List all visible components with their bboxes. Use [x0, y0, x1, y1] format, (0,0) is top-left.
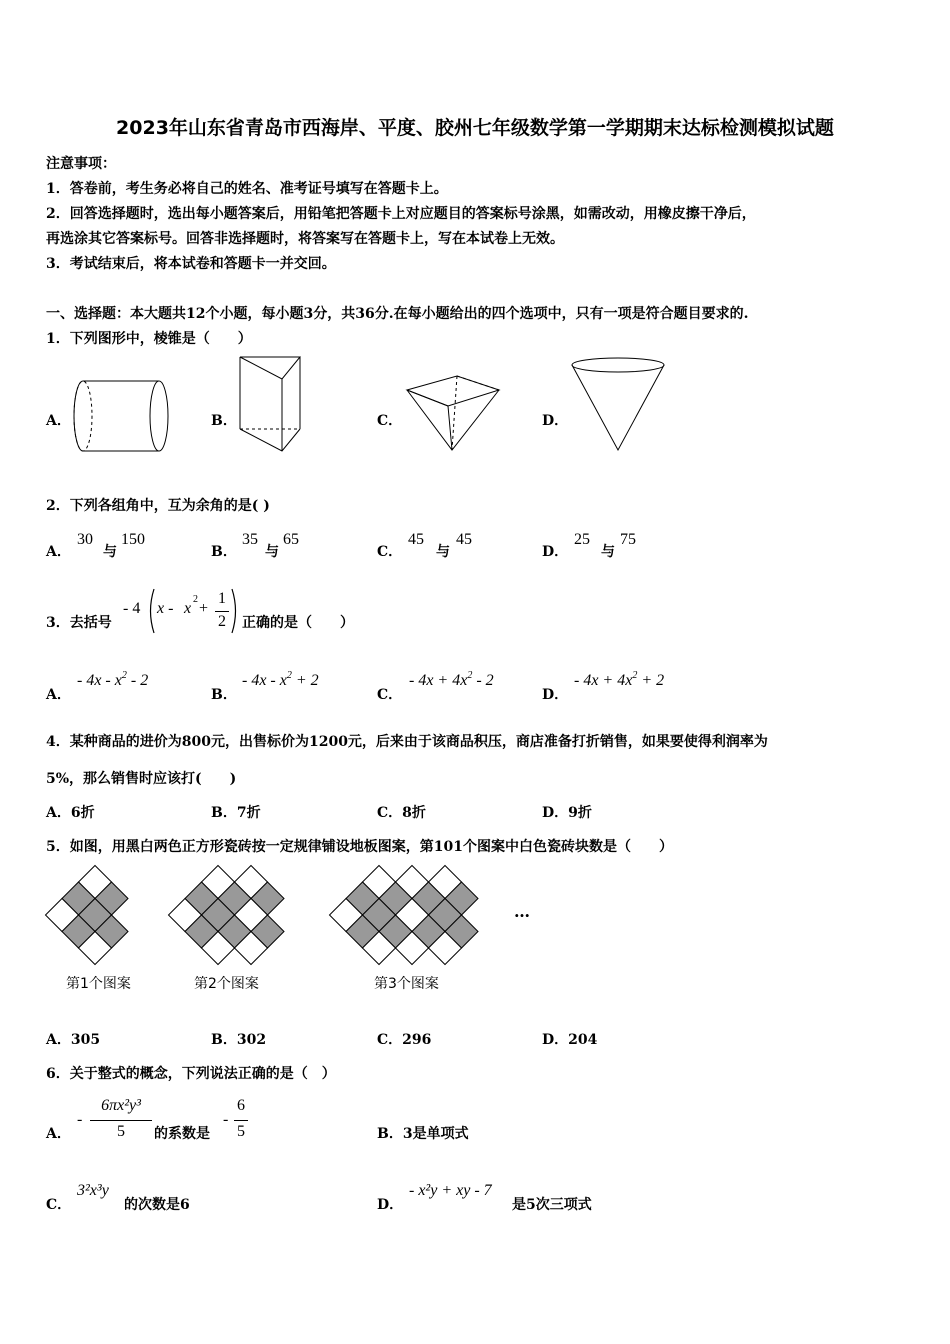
q5-stem: 5．如图，用黑白两色正方形瓷砖按一定规律铺设地板图案，第101个图案中白色瓷砖块数是（ ）: [46, 839, 673, 855]
q4-option: C．8折: [377, 805, 426, 821]
pattern-caption: 第1个图案: [66, 976, 131, 992]
q6-a-coef-num: 6: [237, 1097, 245, 1114]
q3-c-expr: - $4x + 4x^2 - 2$: [409, 670, 494, 689]
section-heading: 一、选择题：本大题共12个小题，每小题3分，共36分.在每小题给出的四个选项中，只有一项是符合题目要求的.: [46, 306, 749, 322]
q2-d-angle1: 25: [574, 531, 590, 548]
q3-tail: 正确的是（ ）: [242, 615, 354, 631]
minus-sign: -: [77, 1111, 83, 1128]
q6-option-b: B．3是单项式: [377, 1126, 469, 1142]
q2-connector: 与: [601, 544, 615, 560]
q2-option-label: B．: [211, 544, 237, 560]
pattern-caption: 第2个图案: [194, 976, 259, 992]
q2-connector: 与: [103, 544, 117, 560]
q3-b-expr: - $4x - x^2 + 2$: [242, 670, 319, 689]
q6-stem: 6．关于整式的概念，下列说法正确的是（ ）: [46, 1066, 336, 1082]
q3-a-expr: - $4x - x^2 - 2$: [77, 670, 149, 689]
notice-item: 2．回答选择题时，选出每小题答案后，用铅笔把答题卡上对应题目的答案标号涂黑，如需改动，用橡皮擦干净后，: [46, 206, 756, 222]
q6-a-mid: 的系数是: [154, 1126, 210, 1142]
q3-inner-x2: x: [184, 600, 192, 617]
q3-option-label: B．: [211, 687, 237, 703]
q6-c-expr: 3²x³y: [77, 1182, 109, 1199]
q2-b-angle1: 35: [242, 531, 258, 548]
q2-connector: 与: [436, 544, 450, 560]
ellipsis: …: [514, 902, 530, 921]
q3-d-expr: - $4x + 4x^2 + 2$: [574, 670, 665, 689]
q3-coef: - 4: [123, 600, 141, 617]
q1-stem: 1．下列图形中，棱锥是（ ）: [46, 331, 252, 347]
notice-heading: 注意事项：: [46, 156, 116, 172]
fraction-bar: [90, 1120, 152, 1121]
q2-stem: 2．下列各组角中，互为余角的是( ): [46, 498, 270, 514]
q6-d-tail: 是5次三项式: [512, 1197, 592, 1213]
q4-line2: 5%，那么销售时应该打( ): [46, 771, 237, 787]
q4-option: A．6折: [46, 805, 95, 821]
q6-c-tail: 的次数是6: [124, 1197, 190, 1213]
q6-d-expr: - x²y + xy - 7: [409, 1182, 492, 1199]
q2-c-angle1: 45: [408, 531, 424, 548]
q2-connector: 与: [265, 544, 279, 560]
q3-frac-den: 2: [218, 613, 226, 630]
q2-option-label: A．: [46, 544, 71, 560]
q5-option: C．296: [377, 1032, 432, 1048]
q3-square: 2: [193, 594, 198, 605]
q3-plus: +: [199, 600, 209, 617]
q6-a-coef-den: 5: [237, 1123, 245, 1140]
q6-option-label: C．: [46, 1197, 72, 1213]
q5-option: A．305: [46, 1032, 101, 1048]
q4-line1: 4．某种商品的进价为800元，出售标价为1200元，后来由于该商品积压，商店准备打折销售，如果要使得利润率为: [46, 734, 768, 750]
q3-option-label: C．: [377, 687, 403, 703]
q6-option-label: A．: [46, 1126, 71, 1142]
q1-option-label: B．: [211, 413, 237, 429]
notice-item: 再选涂其它答案标号。回答非选择题时，将答案写在答题卡上，写在本试卷上无效。: [46, 231, 564, 247]
q2-option-label: D．: [542, 544, 569, 560]
q2-a-angle2: 150: [121, 531, 145, 548]
q2-option-label: C．: [377, 544, 403, 560]
q1-option-label: C．: [377, 413, 403, 429]
q2-b-angle2: 65: [283, 531, 299, 548]
q5-option: B．302: [211, 1032, 267, 1048]
q4-option: D．9折: [542, 805, 592, 821]
q3-stem: 3．去括号: [46, 615, 112, 631]
q1-option-label: D．: [542, 413, 569, 429]
q3-frac-num: 1: [218, 590, 226, 607]
fraction-bar: [234, 1120, 248, 1121]
q3-inner-x: x -: [157, 600, 174, 617]
q4-option: B．7折: [211, 805, 261, 821]
page-title: 2023年山东省青岛市西海岸、平度、胶州七年级数学第一学期期末达标检测模拟试题: [116, 117, 834, 139]
pattern-caption: 第3个图案: [374, 976, 439, 992]
q5-option: D．204: [542, 1032, 598, 1048]
q3-option-label: A．: [46, 687, 71, 703]
q6-option-label: D．: [377, 1197, 404, 1213]
notice-item: 3．考试结束后，将本试卷和答题卡一并交回。: [46, 256, 336, 272]
q1-option-label: A．: [46, 413, 71, 429]
q6-a-numerator: 6πx²y³: [101, 1097, 141, 1114]
q2-d-angle2: 75: [620, 531, 636, 548]
q6-a-denominator: 5: [117, 1123, 125, 1140]
minus-sign: -: [223, 1111, 229, 1128]
q2-c-angle2: 45: [456, 531, 472, 548]
q3-option-label: D．: [542, 687, 569, 703]
q2-a-angle1: 30: [77, 531, 93, 548]
notice-item: 1．答卷前，考生务必将自己的姓名、准考证号填写在答题卡上。: [46, 181, 448, 197]
